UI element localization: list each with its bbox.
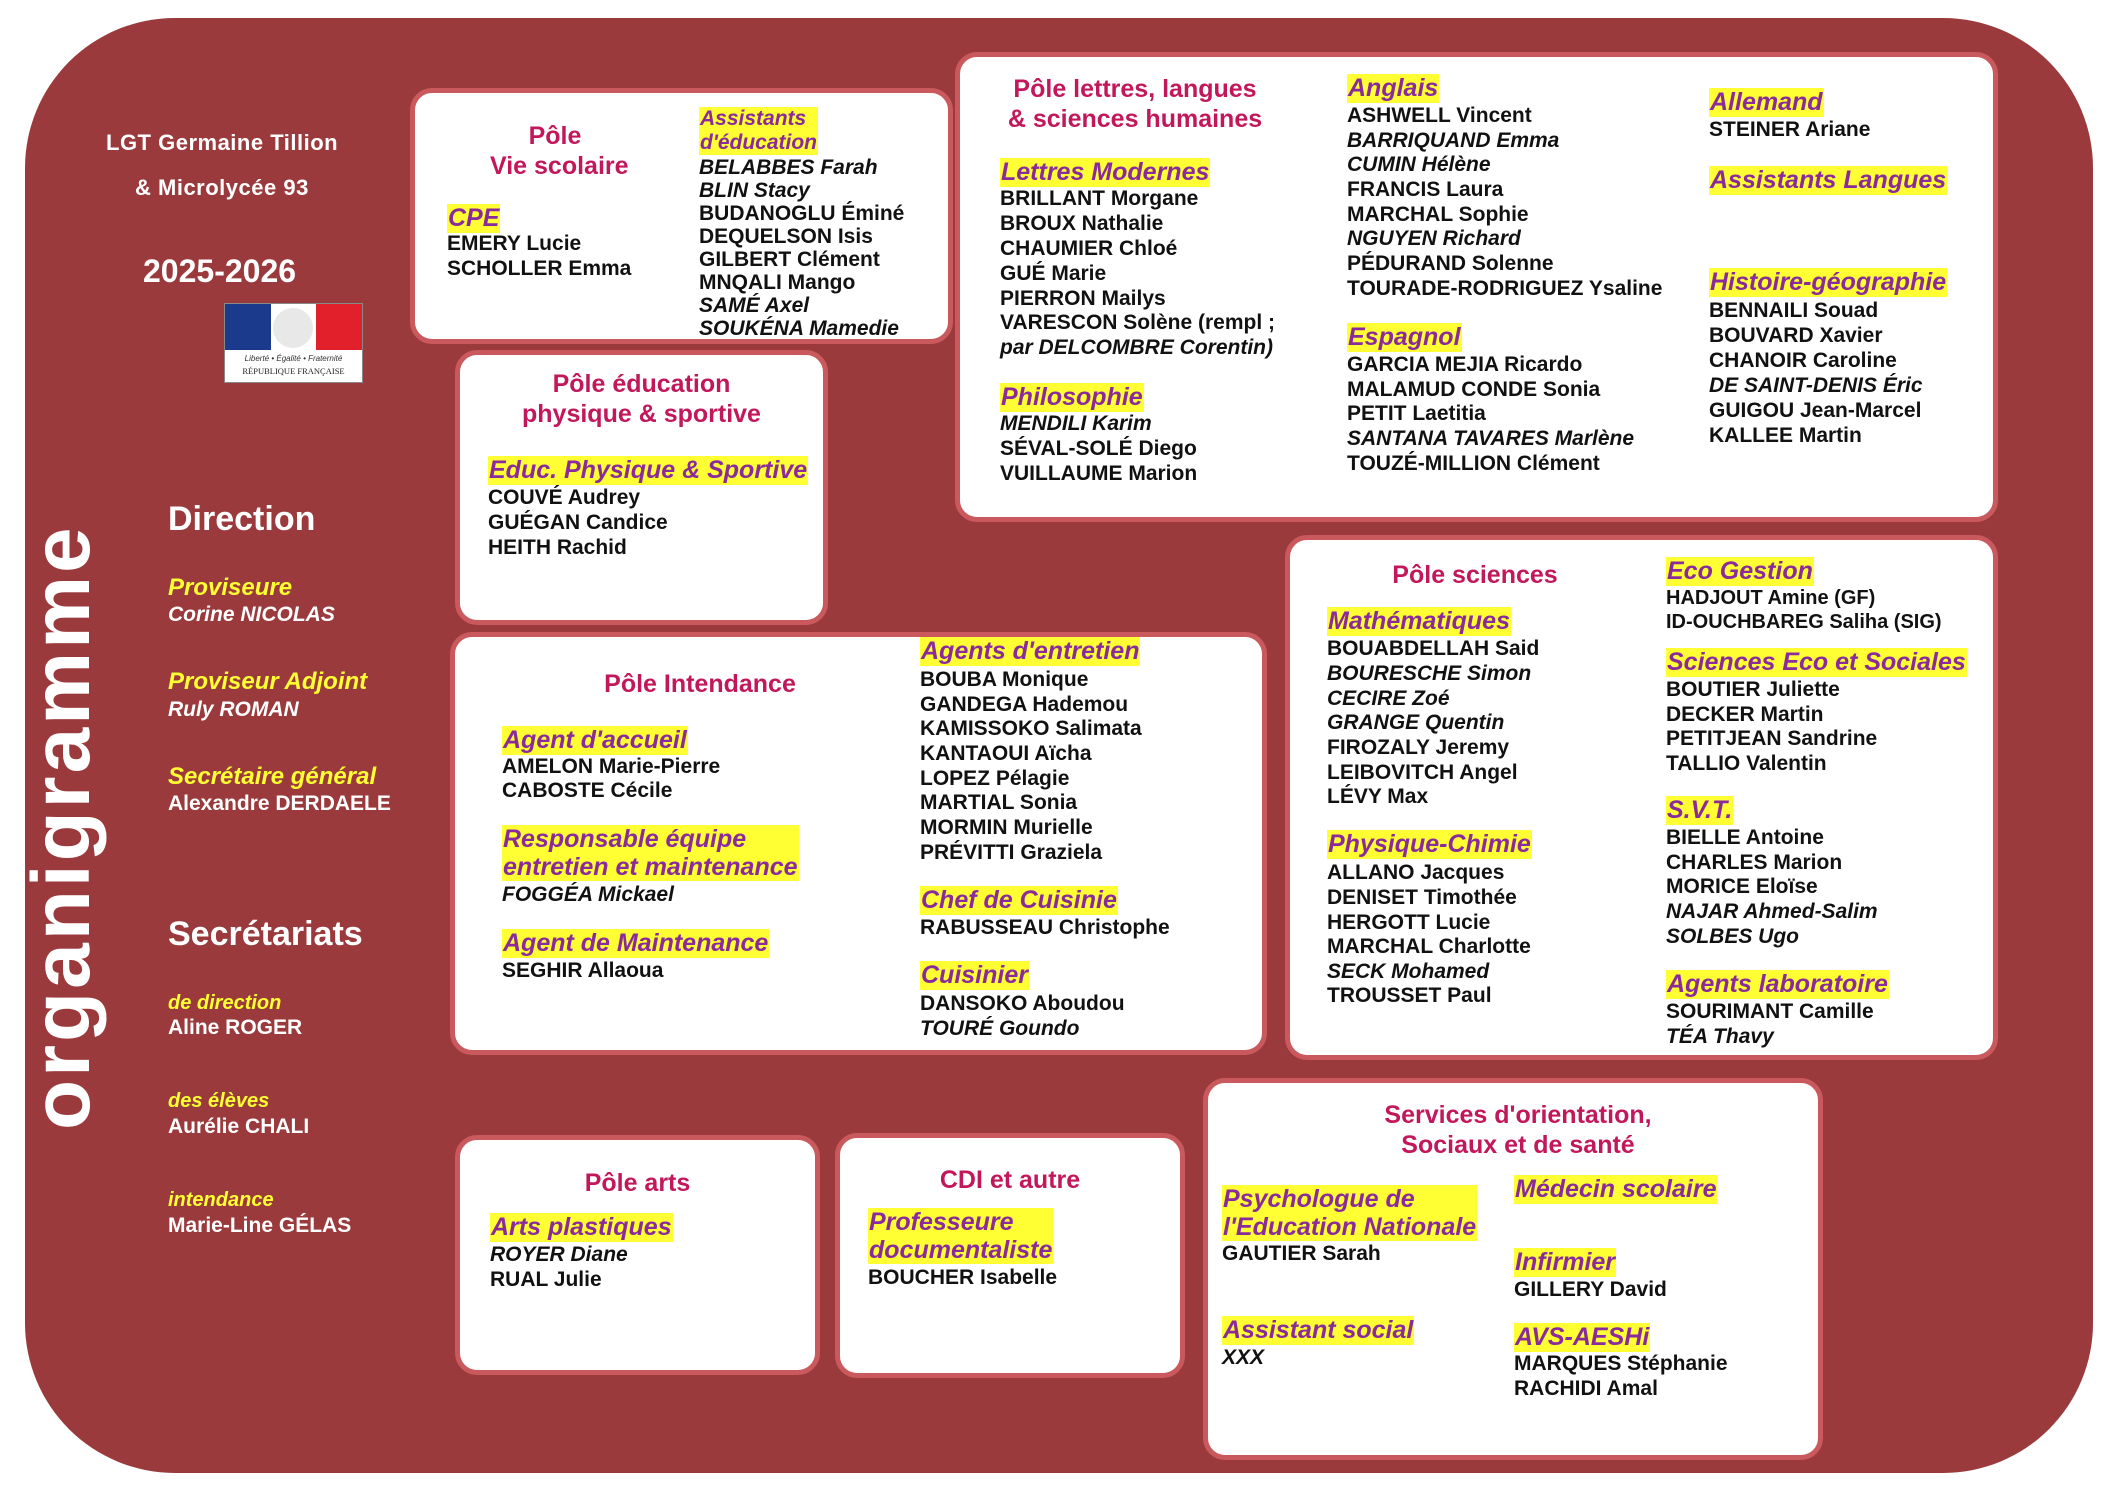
secretariat-direction-label: de direction [168,992,282,1014]
staff-name: STEINER Ariane [1709,118,1871,141]
staff-name: ID-OUCHBAREG Saliha (SIG) [1666,611,1942,633]
svt-label: S.V.T. [1667,796,1733,824]
staff-name: KANTAOUI Aïcha [920,742,1092,765]
staff-name: MARCHAL Charlotte [1327,935,1531,958]
staff-name: GUÉ Marie [1000,262,1107,285]
cpe-label: CPE [448,204,500,232]
staff-name: BENNAILI Souad [1709,299,1879,322]
staff-name: BOUVARD Xavier [1709,324,1883,347]
lettres-modernes-label: Lettres Modernes [1001,158,1210,186]
proviseure-label: Proviseure [168,574,293,601]
logo-label: RÉPUBLIQUE FRANÇAISE [242,366,345,376]
pole-sciences [1285,535,1998,1060]
assistant-social-label: Assistant social [1223,1316,1414,1344]
staff-name: GILLERY David [1514,1278,1667,1301]
proviseur-adjoint-label: Proviseur Adjoint [168,668,368,695]
mathematiques-label: Mathématiques [1328,607,1510,635]
pole-eps [455,350,828,625]
arts-plastiques-label: Arts plastiques [491,1213,672,1241]
staff-name: VUILLAUME Marion [1000,462,1198,485]
republique-francaise-logo [224,303,363,383]
staff-name: LEIBOVITCH Angel [1327,761,1518,784]
assistants-langues-label: Assistants Langues [1710,166,1947,194]
logo-motto: Liberté • Égalité • Fraternité [244,354,343,363]
proviseure-name: Corine NICOLAS [168,603,335,626]
pole-title: Pôle lettres, langues & sciences humaines [1007,75,1263,133]
direction-heading: Direction [168,500,316,538]
staff-name: BOUCHER Isabelle [868,1266,1058,1289]
staff-name: CECIRE Zoé [1327,687,1450,710]
staff-name: CUMIN Hélène [1347,153,1491,176]
staff-name: MALAMUD CONDE Sonia [1347,378,1601,401]
staff-name: SOLBES Ugo [1666,925,1800,948]
staff-name: SEGHIR Allaoua [502,959,664,982]
staff-name: BARRIQUAND Emma [1347,129,1560,152]
secretaire-general-name: Alexandre DERDAELE [168,792,391,815]
staff-name: BRILLANT Morgane [1000,187,1199,210]
staff-name: PIERRON Mailys [1000,287,1166,310]
staff-name: KAMISSOKO Salimata [920,717,1142,740]
staff-name: TOUZÉ-MILLION Clément [1347,452,1600,475]
staff-name: GRANGE Quentin [1327,711,1505,734]
pole-title: CDI et autre [939,1166,1081,1194]
physique-chimie-label: Physique-Chimie [1328,830,1531,858]
staff-name: GUIGOU Jean-Marcel [1709,399,1922,422]
psychologue-label: Psychologue de l'Education Nationale [1223,1185,1477,1241]
staff-name: DECKER Martin [1666,703,1824,726]
staff-name: SCHOLLER Emma [447,257,632,280]
staff-name: TOURÉ Goundo [920,1017,1080,1040]
eps-label: Educ. Physique & Sportive [489,456,808,484]
secretariats-heading: Secrétariats [168,915,363,953]
staff-name: BLIN Stacy [699,179,810,202]
secretariat-intendance-name: Marie-Line GÉLAS [168,1214,352,1237]
staff-name: MARCHAL Sophie [1347,203,1529,226]
staff-name: TOURADE-RODRIGUEZ Ysaline [1347,277,1663,300]
staff-name: FOGGÉA Mickael [502,883,674,906]
staff-name: COUVÉ Audrey [488,486,641,509]
staff-name: SECK Mohamed [1327,960,1490,983]
agent-accueil-label: Agent d'accueil [503,726,687,754]
philosophie-label: Philosophie [1001,383,1143,411]
staff-name: RUAL Julie [490,1268,602,1291]
pole-title: Pôle arts [584,1169,691,1197]
staff-name: ASHWELL Vincent [1347,104,1532,127]
staff-name: ALLANO Jacques [1327,861,1505,884]
staff-name: BIELLE Antoine [1666,826,1824,849]
staff-name: PÉDURAND Solenne [1347,252,1554,275]
staff-name: TÉA Thavy [1666,1025,1774,1048]
secretariat-direction-name: Aline ROGER [168,1016,303,1039]
allemand-label: Allemand [1710,88,1823,116]
staff-name: MENDILI Karim [1000,412,1152,435]
pole-arts [455,1135,820,1375]
staff-name: PETITJEAN Sandrine [1666,727,1878,750]
staff-name: SÉVAL-SOLÉ Diego [1000,437,1197,460]
staff-name: CHANOIR Caroline [1709,349,1897,372]
agents-entretien-label: Agents d'entretien [921,637,1140,665]
staff-name: HADJOUT Amine (GF) [1666,587,1876,609]
staff-name: MARTIAL Sonia [920,791,1078,814]
staff-name: MORICE Eloïse [1666,875,1818,898]
staff-name: SAMÉ Axel [699,294,810,317]
proviseur-adjoint-name: Ruly ROMAN [168,698,299,721]
staff-name: HERGOTT Lucie [1327,911,1491,934]
staff-name: MORMIN Murielle [920,816,1093,839]
staff-name: CABOSTE Cécile [502,779,673,802]
staff-name: RACHIDI Amal [1514,1377,1658,1400]
marianne-icon [273,308,313,348]
staff-name: CHAUMIER Chloé [1000,237,1178,260]
staff-name: MNQALI Mango [699,271,856,294]
school-year: 2025-2026 [143,253,297,289]
staff-name: DANSOKO Aboudou [920,992,1125,1015]
infirmier-label: Infirmier [1515,1248,1616,1276]
cuisinier-label: Cuisinier [921,961,1028,989]
eco-gestion-label: Eco Gestion [1667,557,1813,585]
pole-intendance [450,632,1267,1055]
staff-name: BUDANOGLU Éminé [699,202,905,225]
staff-name: RABUSSEAU Christophe [920,916,1170,939]
staff-name: BOURESCHE Simon [1327,662,1532,685]
pole-title: Services d'orientation, Sociaux et de santé [1384,1101,1652,1159]
staff-name: FRANCIS Laura [1347,178,1504,201]
school-name-line2: & Microlycée 93 [135,175,309,200]
secretariat-eleves-name: Aurélie CHALI [168,1115,310,1138]
pole-title: Pôle sciences [1392,561,1558,589]
staff-name: GUÉGAN Candice [488,511,668,534]
aed-label: Assistants d'éducation [700,107,817,154]
staff-name: SOURIMANT Camille [1666,1000,1874,1023]
staff-name: TROUSSET Paul [1327,984,1492,1007]
staff-name: ROYER Diane [490,1243,628,1266]
avs-aeshi-label: AVS-AESHi [1515,1323,1650,1351]
staff-name: PRÉVITTI Graziela [920,841,1103,864]
staff-name: NGUYEN Richard [1347,227,1521,250]
staff-name: DE SAINT-DENIS Éric [1709,374,1923,397]
staff-name: HEITH Rachid [488,536,627,559]
secretariat-eleves-label: des élèves [168,1090,270,1112]
staff-name: par DELCOMBRE Corentin) [1000,336,1273,359]
secretaire-general-label: Secrétaire général [168,763,377,790]
cdi [835,1133,1185,1378]
staff-name: GILBERT Clément [699,248,880,271]
staff-name: EMERY Lucie [447,232,582,255]
ses-label: Sciences Eco et Sociales [1667,648,1966,676]
staff-name: PETIT Laetitia [1347,402,1486,425]
staff-name: DENISET Timothée [1327,886,1517,909]
staff-name: KALLEE Martin [1709,424,1862,447]
agents-laboratoire-label: Agents laboratoire [1667,970,1888,998]
staff-name: CHARLES Marion [1666,851,1843,874]
vertical-title: organigramme [16,524,107,1130]
school-name: LGT Germaine Tillion [106,130,339,155]
staff-name: SANTANA TAVARES Marlène [1347,427,1635,450]
staff-name: BOUBA Monique [920,668,1089,691]
documentaliste-label: Professeure documentaliste [869,1208,1053,1264]
staff-name: BELABBES Farah [699,156,878,179]
staff-name: DEQUELSON Isis [699,225,873,248]
staff-name: AMELON Marie-Pierre [502,755,721,778]
histoire-geographie-label: Histoire-géographie [1710,268,1947,296]
espagnol-label: Espagnol [1348,323,1461,351]
pole-vie-scolaire [410,88,953,344]
staff-name: TALLIO Valentin [1666,752,1827,775]
pole-title: Pôle éducation physique & sportive [522,370,761,428]
staff-name: BOUTIER Juliette [1666,678,1840,701]
services-orientation-sante [1203,1078,1823,1460]
staff-name: MARQUES Stéphanie [1514,1352,1728,1375]
chef-cuisine-label: Chef de Cuisinie [921,886,1117,914]
staff-name: BOUABDELLAH Said [1327,637,1540,660]
pole-title: Pôle Intendance [604,670,796,698]
staff-name: GANDEGA Hademou [920,693,1129,716]
agent-maintenance-label: Agent de Maintenance [503,929,769,957]
staff-name: LOPEZ Pélagie [920,767,1070,790]
anglais-label: Anglais [1348,74,1439,102]
staff-name: VARESCON Solène (rempl ; [1000,311,1275,334]
staff-name: FIROZALY Jeremy [1327,736,1510,759]
responsable-equipe-label: Responsable équipe entretien et maintenance [503,825,798,881]
pole-lettres-langues [955,52,1998,522]
staff-name: SOUKÉNA Mamedie [699,317,899,340]
staff-name: XXX [1222,1346,1265,1369]
pole-title: Pôle Vie scolaire [490,122,629,180]
staff-name: BROUX Nathalie [1000,212,1164,235]
staff-name: GAUTIER Sarah [1222,1242,1381,1265]
secretariat-intendance-label: intendance [168,1189,274,1211]
staff-name: NAJAR Ahmed-Salim [1666,900,1878,923]
medecin-scolaire-label: Médecin scolaire [1515,1175,1717,1203]
staff-name: GARCIA MEJIA Ricardo [1347,353,1583,376]
staff-name: LÉVY Max [1327,785,1429,808]
